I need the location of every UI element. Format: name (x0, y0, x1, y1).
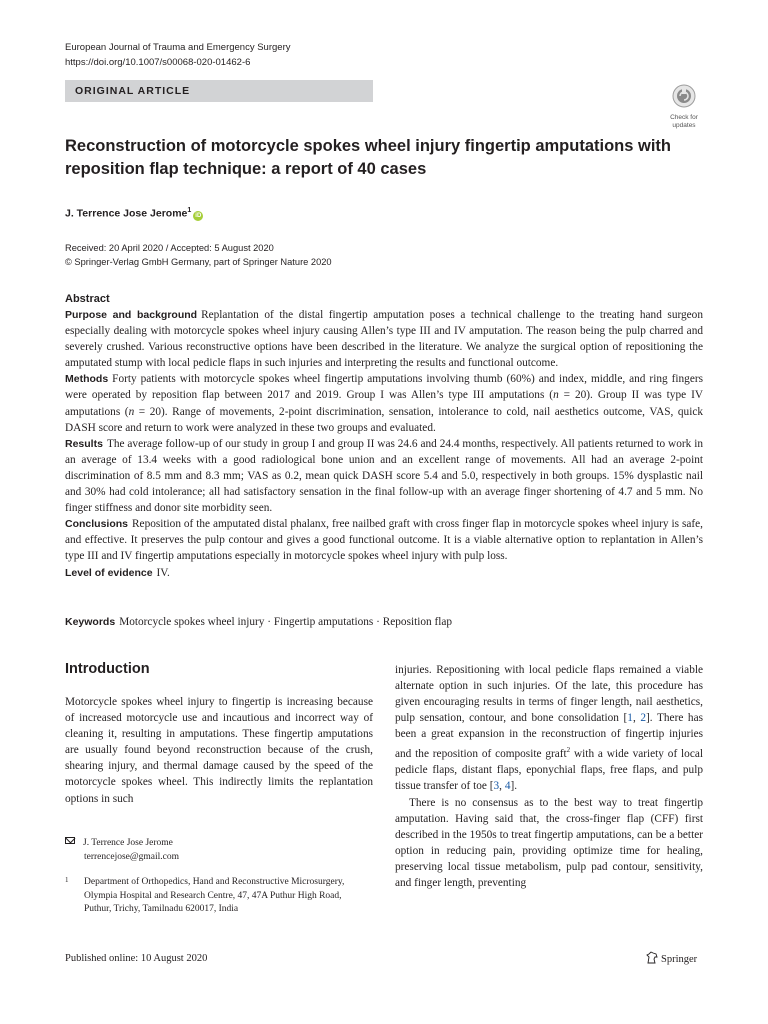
article-type-banner: ORIGINAL ARTICLE (65, 80, 373, 102)
article-dates (65, 241, 332, 269)
purpose-text: Replantation of the distal fingertip amputation poses a technical challenge to the treating hand surgeon especially dealing with motorcycle spokes wheel injury causing Allen’s type III and IV amputation. The reason being the pulp charred and severely crushed. Various reconstructive options have been described in the literature. We analyze the surgical option of repositioning the amputated stump with local pedicle flaps in such injuries and interpreting the results and functional outcome. (65, 309, 703, 370)
keywords-text: Motorcycle spokes wheel injury · Fingertip amputations · Reposition flap (119, 616, 453, 628)
affiliation-text: Department of Orthopedics, Hand and Reconstructive Microsurgery, Olympia Hospital and Research Centre, 47, 47A Puthur High Road, Puthur, Trichy, Tamilnadu 620017, India (84, 877, 345, 914)
abstract-methods (65, 371, 703, 435)
paragraph-text: with a wide variety of local pedicle flaps, distant flaps, eponychial flaps, free flaps, and pulp tissue transfer of toe [ (395, 748, 703, 793)
citation-link[interactable]: 3 (493, 780, 500, 793)
journal-name: European Journal of Trauma and Emergency Surgery (65, 42, 291, 53)
citation-link[interactable]: 2 (640, 712, 647, 725)
article-title: Reconstruction of motorcycle spokes wheel injury fingertip amputations with reposition flap technique: a report of 40 cases (65, 137, 672, 178)
paragraph-text: ]. (510, 780, 518, 793)
orcid-icon[interactable]: iD (195, 212, 202, 219)
level-text: IV. (156, 566, 170, 579)
results-text: The average follow-up of our study in group I and group II was 24.6 and 24.4 months, respectively. All patients returned to work in an average of 13.4 weeks with a good radiological bone union and an excellent range of movements. All had an average 2-point discrimination of 8.5 mm and 8.3 mm; VAS as 0.2, mean quick DASH score 5.4 and 5.0, respectively in both groups. 15% dysplastic nail and 30% had cold intolerance; all had satisfactory sensation in the final follow-up with an average finger shortening of 4.7 and 5 mm. No finger stiffness and donor site morbidity seen. (65, 437, 703, 515)
copyright-line: © Springer-Verlag GmbH Germany, part of Springer Nature 2020 (65, 257, 332, 267)
citation-separator: , (632, 712, 641, 725)
author-affiliation-mark: 1 (187, 207, 192, 214)
methods-text: = 20). Group II was type IV amputations ( (65, 389, 703, 418)
introduction-paragraph (395, 662, 703, 795)
abstract-heading: Abstract (65, 293, 110, 305)
paragraph-text: injuries. Repositioning with local pedicle flaps remained a viable alternate option in such injuries. Of the late, this procedure has given encouraging results in terms of finger length, nail aesthetics, pulp sensation, contour, and bone consolidation [ (395, 664, 703, 725)
springer-horse-icon (646, 951, 658, 964)
publisher-name: Springer (661, 954, 698, 965)
publisher-logo (646, 951, 697, 967)
citation-link[interactable]: 1 (627, 712, 633, 725)
level-label: Level of evidence (65, 566, 153, 579)
journal-header (65, 41, 291, 70)
conclusions-label: Conclusions (65, 518, 129, 531)
published-online-date: Published online: 10 August 2020 (65, 953, 208, 964)
paragraph-text: ]. There has been a great expansion in the reconstruction of fingertip injuries and the reposition of composite graft (395, 712, 703, 761)
citation-link[interactable]: 4 (504, 780, 511, 793)
methods-text: = 20). Range of movements, 2-point discrimination, sensation, intolerance to cold, nail aesthetics outcome, VAS, quick DASH score and return to work were analyzed in these two groups and evaluated. (65, 405, 703, 434)
check-for-updates-badge[interactable] (664, 84, 704, 129)
abstract-conclusions (65, 516, 703, 564)
introduction-paragraph: There is no consensus as to the best way to treat fingertip amputation. Having said that, the cross-finger flap (CFF) first described in the 1950s to treat fingertip amputations, can be a better option in reducing pain, providing optimize time for healing, preserving local tissue metabolism, pulp pad contour, sensitivity, and finger length, preventing (395, 796, 703, 889)
superscript-note: 2 (566, 746, 571, 755)
author-line (65, 204, 203, 221)
keywords-line (65, 614, 452, 630)
purpose-label: Purpose and background (65, 309, 198, 321)
abstract-section (65, 291, 703, 581)
introduction-heading: Introduction (65, 661, 150, 677)
introduction-right-column (395, 662, 703, 891)
affiliation-footnote (65, 876, 365, 917)
check-for-updates-icon (672, 84, 696, 108)
affiliation-number: 1 (65, 876, 69, 884)
correspondence-footnote (65, 836, 179, 864)
check-for-updates-label: Check for updates (670, 114, 698, 129)
abstract-results (65, 436, 703, 516)
abstract-level-of-evidence (65, 565, 703, 581)
introduction-paragraph: Motorcycle spokes wheel injury to fingertip is increasing because of increased motorcycle use and incautious and incorrect way of cleaning it, resulting in amputations. These fingertip amputations are usually found beyond reconstruction because of the crush, shearing injury, and thermal damage caused by the speed of the motorcycle spokes wheel. This indirectly limits the replantation options in such (65, 696, 373, 805)
methods-label: Methods (65, 373, 109, 386)
doi-link[interactable]: https://doi.org/10.1007/s00068-020-01462-6 (65, 56, 251, 68)
methods-text: Forty patients with motorcycle spokes wheel fingertip amputations involving thumb (60%) and index, middle, and ring fingers were operated by reposition flap between 2017 and 2019. Group I was Allen’s type III amputations ( (65, 373, 703, 402)
correspondence-name: J. Terrence Jose Jerome (83, 838, 173, 848)
methods-n-symbol: n (553, 389, 559, 402)
methods-n-symbol: n (128, 405, 135, 418)
received-accepted-dates: Received: 20 April 2020 / Accepted: 5 August 2020 (65, 243, 274, 253)
envelope-icon (65, 837, 75, 844)
results-label: Results (65, 437, 103, 450)
author-name[interactable]: J. Terrence Jose Jerome (65, 207, 188, 220)
conclusions-text: Reposition of the amputated distal phalanx, free nailbed graft with cross finger flap in motorcycle spokes wheel injury is safe, and effective. It preserves the pulp contour and gives a good functional outcome. It is a viable alternative option to replantation in Allen’s type III and IV fingertip amputations especially in motorcycle spokes wheel injury with pulp loss. (65, 518, 703, 563)
abstract-purpose (65, 307, 703, 371)
introduction-left-column (65, 694, 373, 807)
keywords-label: Keywords (65, 616, 116, 628)
correspondence-email[interactable]: terrencejose@gmail.com (84, 852, 179, 862)
citation-separator: , (499, 780, 505, 793)
